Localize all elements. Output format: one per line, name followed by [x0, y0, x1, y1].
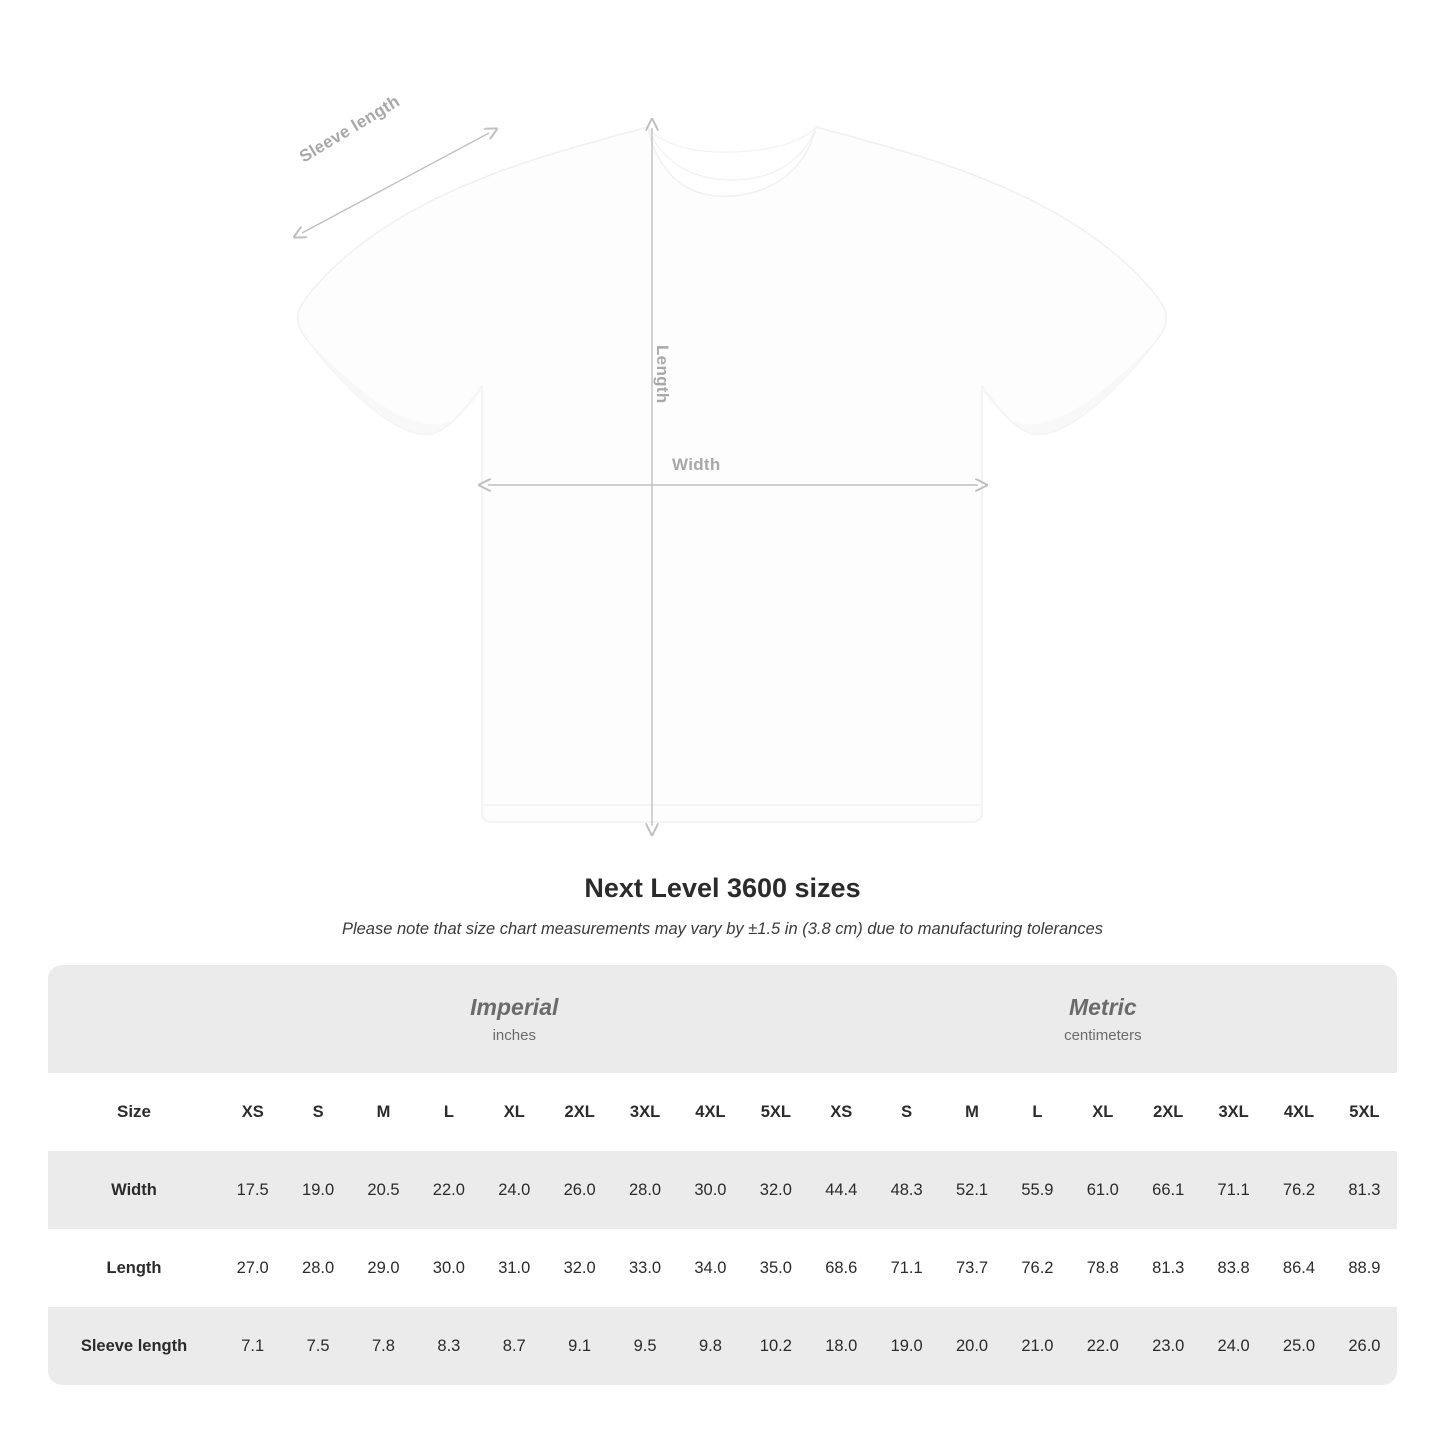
size-cell-xs-imperial: XS	[220, 1073, 285, 1151]
length-s-imperial: 28.0	[285, 1229, 350, 1307]
length-3xl-metric: 83.8	[1201, 1229, 1266, 1307]
sleeve-m-imperial: 7.8	[351, 1307, 416, 1385]
row-label-width: Width	[48, 1151, 220, 1229]
page-title: Next Level 3600 sizes	[584, 873, 861, 903]
sleeve-l-metric: 21.0	[1005, 1307, 1070, 1385]
width-4xl-metric: 76.2	[1266, 1151, 1331, 1229]
sleeve-2xl-metric: 23.0	[1136, 1307, 1201, 1385]
width-2xl-imperial: 26.0	[547, 1151, 612, 1229]
size-cell-m-imperial: M	[351, 1073, 416, 1151]
sleeve-s-imperial: 7.5	[285, 1307, 350, 1385]
length-5xl-metric: 88.9	[1332, 1229, 1397, 1307]
length-label: Length	[653, 345, 672, 404]
table-row	[48, 1151, 1397, 1229]
length-l-imperial: 30.0	[416, 1229, 481, 1307]
unit-sub-metric: centimeters	[1064, 1027, 1142, 1045]
width-xs-imperial: 17.5	[220, 1151, 285, 1229]
length-s-metric: 71.1	[874, 1229, 939, 1307]
width-4xl-imperial: 30.0	[678, 1151, 743, 1229]
length-xl-imperial: 31.0	[482, 1229, 547, 1307]
length-xs-metric: 68.6	[809, 1229, 874, 1307]
width-label: Width	[672, 455, 721, 474]
size-cell-4xl-metric: 4XL	[1266, 1073, 1331, 1151]
length-xl-metric: 78.8	[1070, 1229, 1135, 1307]
length-4xl-metric: 86.4	[1266, 1229, 1331, 1307]
table-row	[48, 1229, 1397, 1307]
sleeve-5xl-imperial: 10.2	[743, 1307, 808, 1385]
size-cell-m-metric: M	[939, 1073, 1004, 1151]
sleeve-xs-metric: 18.0	[809, 1307, 874, 1385]
width-s-metric: 48.3	[874, 1151, 939, 1229]
row-label-length: Length	[48, 1229, 220, 1307]
length-3xl-imperial: 33.0	[612, 1229, 677, 1307]
sleeve-4xl-metric: 25.0	[1266, 1307, 1331, 1385]
tolerance-note: Please note that size chart measurements may vary by ±1.5 in (3.8 cm) due to manufacturing tolerances	[341, 920, 1104, 938]
size-cell-3xl-imperial: 3XL	[612, 1073, 677, 1151]
width-3xl-metric: 71.1	[1201, 1151, 1266, 1229]
unit-name-imperial: Imperial	[470, 993, 559, 1020]
size-cell-xl-metric: XL	[1070, 1073, 1135, 1151]
size-cell-l-imperial: L	[416, 1073, 481, 1151]
width-m-imperial: 20.5	[351, 1151, 416, 1229]
row-label-sleeve-length: Sleeve length	[48, 1307, 220, 1385]
size-cell-s-imperial: S	[285, 1073, 350, 1151]
size-cell-4xl-imperial: 4XL	[678, 1073, 743, 1151]
tshirt-shape	[298, 127, 1166, 822]
size-cell-2xl-metric: 2XL	[1136, 1073, 1201, 1151]
unit-name-metric: Metric	[1068, 993, 1137, 1020]
sleeve-3xl-imperial: 9.5	[612, 1307, 677, 1385]
unit-header-row	[48, 965, 1397, 1073]
size-cell-l-metric: L	[1005, 1073, 1070, 1151]
size-table	[48, 965, 1397, 1385]
size-cell-xl-imperial: XL	[482, 1073, 547, 1151]
length-2xl-imperial: 32.0	[547, 1229, 612, 1307]
width-xl-metric: 61.0	[1070, 1151, 1135, 1229]
length-4xl-imperial: 34.0	[678, 1229, 743, 1307]
size-cell-xs-metric: XS	[809, 1073, 874, 1151]
size-table-wrapper	[48, 965, 1397, 1385]
width-xl-imperial: 24.0	[482, 1151, 547, 1229]
sleeve-xl-metric: 22.0	[1070, 1307, 1135, 1385]
unit-header-spacer	[48, 965, 220, 1073]
title-block	[0, 873, 1445, 939]
length-xs-imperial: 27.0	[220, 1229, 285, 1307]
size-cell-2xl-imperial: 2XL	[547, 1073, 612, 1151]
width-2xl-metric: 66.1	[1136, 1151, 1201, 1229]
sleeve-s-metric: 19.0	[874, 1307, 939, 1385]
sleeve-length-label: Sleeve length	[296, 91, 404, 167]
size-row-label: Size	[48, 1073, 220, 1151]
unit-header-imperial	[220, 965, 809, 1073]
size-cell-5xl-metric: 5XL	[1332, 1073, 1397, 1151]
length-m-imperial: 29.0	[351, 1229, 416, 1307]
sleeve-4xl-imperial: 9.8	[678, 1307, 743, 1385]
sleeve-xl-imperial: 8.7	[482, 1307, 547, 1385]
sleeve-2xl-imperial: 9.1	[547, 1307, 612, 1385]
length-5xl-imperial: 35.0	[743, 1229, 808, 1307]
width-l-imperial: 22.0	[416, 1151, 481, 1229]
width-m-metric: 52.1	[939, 1151, 1004, 1229]
size-cell-s-metric: S	[874, 1073, 939, 1151]
width-l-metric: 55.9	[1005, 1151, 1070, 1229]
width-3xl-imperial: 28.0	[612, 1151, 677, 1229]
length-2xl-metric: 81.3	[1136, 1229, 1201, 1307]
table-row	[48, 1307, 1397, 1385]
length-m-metric: 73.7	[939, 1229, 1004, 1307]
sleeve-l-imperial: 8.3	[416, 1307, 481, 1385]
size-row	[48, 1073, 1397, 1151]
width-5xl-metric: 81.3	[1332, 1151, 1397, 1229]
unit-header-metric	[809, 965, 1397, 1073]
width-xs-metric: 44.4	[809, 1151, 874, 1229]
sleeve-5xl-metric: 26.0	[1332, 1307, 1397, 1385]
width-5xl-imperial: 32.0	[743, 1151, 808, 1229]
size-cell-5xl-imperial: 5XL	[743, 1073, 808, 1151]
sleeve-3xl-metric: 24.0	[1201, 1307, 1266, 1385]
size-cell-3xl-metric: 3XL	[1201, 1073, 1266, 1151]
width-s-imperial: 19.0	[285, 1151, 350, 1229]
sleeve-xs-imperial: 7.1	[220, 1307, 285, 1385]
length-l-metric: 76.2	[1005, 1229, 1070, 1307]
sleeve-m-metric: 20.0	[939, 1307, 1004, 1385]
unit-sub-imperial: inches	[492, 1027, 536, 1045]
